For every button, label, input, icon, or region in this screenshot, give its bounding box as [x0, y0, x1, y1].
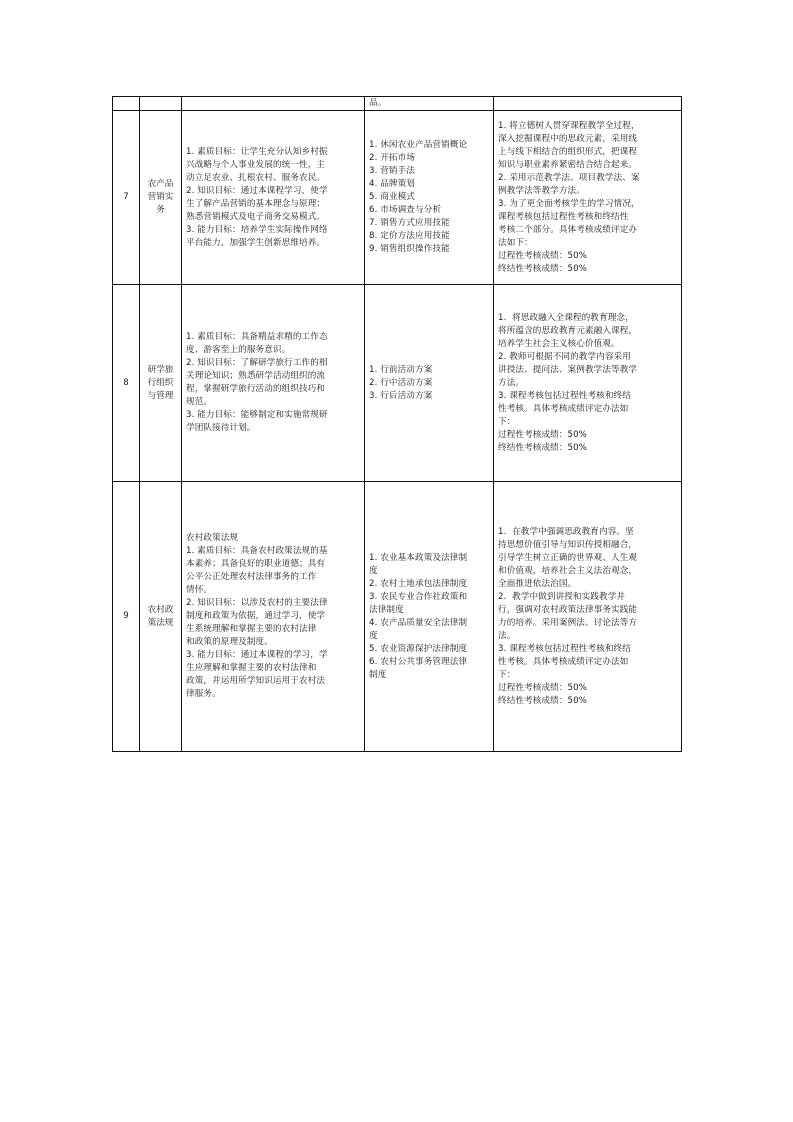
course-methods-line: 深入挖掘课程中的思政元素，采用线: [498, 133, 638, 144]
course-content-line: 1. 休闲农业产品营销概论: [369, 140, 468, 150]
cell-name-empty: [140, 97, 182, 111]
course-content-line: 2. 农村土地承包法律制度: [369, 578, 468, 589]
course-content-line: 4. 农产品质量安全法律制: [369, 617, 468, 628]
course-methods-line: 1. 将思政融入全课程的教育理念，: [498, 312, 634, 323]
course-methods-line: 2. 教学中做到讲授和实践教学并: [498, 591, 626, 602]
course-number: 9: [113, 482, 140, 752]
course-methods: [494, 111, 682, 285]
course-goals-line: 规范。: [186, 397, 213, 407]
course-content-line: 3. 营销手法: [369, 166, 416, 176]
course-methods-line: 下：: [498, 669, 516, 680]
course-goals-line: 度、游客至上的服务意识。: [186, 345, 291, 355]
course-goals: [182, 111, 365, 285]
course-methods-line: 3. 课程考核包括过程性考核和终结: [498, 643, 631, 654]
course-goals-line: 2. 知识目标：以涉及农村的主要法律: [186, 598, 328, 608]
course-methods-line: 下：: [498, 416, 516, 427]
course-methods-line: 例教学法等教学方法。: [498, 185, 585, 196]
course-content-line: 8. 定价方法应用技能: [369, 231, 450, 241]
course-content-line: 5. 商业模式: [369, 192, 416, 202]
course-goals-line: 程，掌握研学旅行活动的组织技巧和: [186, 384, 326, 394]
course-content-line: 2. 开拓市场: [369, 153, 416, 163]
course-methods-line: 性考核。具体考核成绩评定办法如: [498, 656, 629, 667]
course-goals-line: 政策，并运用所学知识运用于农村法: [186, 676, 326, 686]
course-goals-line: 动立足农业、扎根农村、服务农民。: [186, 172, 326, 183]
course-methods-line: 1. 将立德树人贯穿课程教学全过程，: [498, 120, 640, 131]
course-row: [113, 482, 682, 752]
course-row: [113, 285, 682, 482]
course-methods-line: 3. 课程考核包括过程性考核和终结: [498, 390, 631, 401]
cell-goal-empty: [182, 97, 365, 111]
course-content-line: 7. 销售方式应用技能: [369, 218, 450, 228]
course-goals-line: 生了解产品营销的基本理念与原理；: [186, 198, 326, 209]
course-goals-line: 2. 知识目标：通过本课程学习，使学: [186, 185, 328, 196]
course-methods-line: 过程性考核成绩：50%: [498, 429, 587, 440]
continuation-row: [113, 97, 682, 111]
course-methods-line: 和价值观，培养社会主义法治观念，: [498, 565, 638, 576]
course-name: 农产品营销实务: [140, 111, 182, 285]
course-goals-line: 3. 能力目标：能够制定和实施常规研: [186, 410, 328, 420]
course-methods-line: 性考核。具体考核成绩评定办法如: [498, 403, 629, 414]
course-methods-line: 2. 教师可根据不同的教学内容采用: [498, 351, 631, 362]
course-content-line: 1. 行前活动方案: [369, 364, 433, 375]
course-name: 农村政策法规: [140, 482, 182, 752]
course-goals-line: 熟悉营销模式及电子商务交易模式。: [186, 211, 326, 222]
course-methods-line: 1. 在教学中强调思政教育内容。坚: [498, 526, 634, 537]
course-row: [113, 111, 682, 285]
course-goals-line: 1. 素质目标：具备农村政策法规的基: [186, 546, 328, 556]
course-content-line: 3. 农民专业合作社政策和: [369, 591, 468, 602]
course-goals-line: 制度和政策为依据，通过学习，使学: [186, 611, 326, 621]
course-methods-line: 课程考核包括过程性考核和终结性: [498, 211, 629, 222]
course-goals-line: 农村政策法规: [186, 533, 239, 543]
course-goals-line: 3. 能力目标：培养学生实际操作网络: [186, 224, 328, 235]
course-goals-line: 情怀。: [186, 585, 213, 595]
course-goals-line: 学团队接待计划。: [186, 423, 256, 433]
continuation-text: 品。: [365, 97, 494, 111]
course-goals-line: 平台能力，加强学生创新思维培养。: [186, 237, 326, 248]
course-methods: [494, 285, 682, 482]
course-content-line: 制度: [369, 669, 387, 680]
course-methods-line: 全面推进依法治国。: [498, 578, 577, 589]
course-goals-line: 公平公正处理农村法律事务的工作: [186, 572, 317, 582]
course-methods-line: 终结性考核成绩：50%: [498, 442, 587, 453]
course-content-line: 3. 行后活动方案: [369, 390, 433, 401]
course-methods-line: 持思想价值引导与知识传授相融合，: [498, 539, 638, 550]
course-goals-line: 1. 素质目标：让学生充分认知乡村振: [186, 146, 328, 157]
course-number: 7: [113, 111, 140, 285]
course-methods-line: 3. 为了更全面考核学生的学习情况，: [498, 198, 640, 209]
course-number: 8: [113, 285, 140, 482]
course-goals-line: 2. 知识目标：了解研学旅行工作的相: [186, 358, 328, 368]
course-goals-line: 本素养；具备良好的职业道德；具有: [186, 559, 326, 569]
cell-no-empty: [113, 97, 140, 111]
course-content-line: 2. 行中活动方案: [369, 377, 433, 388]
course-goals-line: 1. 素质目标：具备精益求精的工作态: [186, 332, 328, 342]
course-content-line: 法律制度: [369, 604, 404, 615]
course-methods-line: 过程性考核成绩：50%: [498, 682, 587, 693]
course-methods-line: 培养学生社会主义核心价值观。: [498, 338, 620, 349]
course-content-line: 1. 农业基本政策及法律制: [369, 552, 468, 563]
course-methods-line: 上与线下相结合的组织形式，把课程: [498, 146, 638, 157]
course-methods-line: 法如下：: [498, 237, 533, 248]
course-goals-line: 和政策的原理及制度。: [186, 637, 273, 647]
course-content-line: 度: [369, 630, 378, 641]
course-goals-line: 律服务。: [186, 689, 221, 699]
course-goals-line: 3. 能力目标：通过本课程的学习，学: [186, 650, 328, 660]
course-methods-line: 引导学生树立正确的世界观、人生观: [498, 552, 638, 563]
course-methods-line: 知识与职业素养紧密结合结合起来。: [498, 159, 638, 170]
course-goals: [182, 482, 365, 752]
course-goals-line: 关理论知识；熟悉研学活动组织的流: [186, 371, 326, 381]
course-methods-line: 方法。: [498, 377, 525, 388]
course-methods-line: 2. 采用示范教学法、项目教学法、案: [498, 172, 640, 183]
course-content-line: 4. 品牌策划: [369, 179, 416, 189]
course-name: 研学旅行组织与管理: [140, 285, 182, 482]
course-methods-line: 法。: [498, 630, 516, 641]
course-methods-line: 将所蕴含的思政教育元素融入课程，: [498, 325, 638, 336]
course-methods-line: 终结性考核成绩：50%: [498, 263, 587, 274]
course-methods-line: 力的培养。采用案例法、讨论法等方: [498, 617, 638, 628]
course-goals-line: 生应理解和掌握主要的农村法律和: [186, 663, 317, 673]
course-content: [365, 482, 494, 752]
course-methods: [494, 482, 682, 752]
course-content: [365, 111, 494, 285]
course-content-line: 6. 农村公共事务管理法律: [369, 656, 468, 667]
course-goals-line: 兴战略与个人事业发展的统一性，主: [186, 159, 326, 170]
course-methods-line: 过程性考核成绩：50%: [498, 250, 587, 261]
course-content-line: 6. 市场调查与分析: [369, 205, 442, 215]
course-methods-line: 讲授法、提问法、案例教学法等教学: [498, 364, 638, 375]
cell-method-empty: [494, 97, 682, 111]
course-methods-line: 考核二个部分。具体考核成绩评定办: [498, 224, 638, 235]
course-goals: [182, 285, 365, 482]
course-methods-line: 终结性考核成绩：50%: [498, 695, 587, 706]
course-methods-line: 行，强调对农村政策法律事务实践能: [498, 604, 638, 615]
course-goals-line: 生系统理解和掌握主要的农村法律: [186, 624, 317, 634]
course-content: [365, 285, 494, 482]
course-content-line: 5. 农业资源保护法律制度: [369, 643, 468, 654]
course-content-line: 9. 销售组织操作技能: [369, 244, 450, 254]
course-content-line: 度: [369, 565, 378, 576]
course-table: [112, 96, 682, 752]
